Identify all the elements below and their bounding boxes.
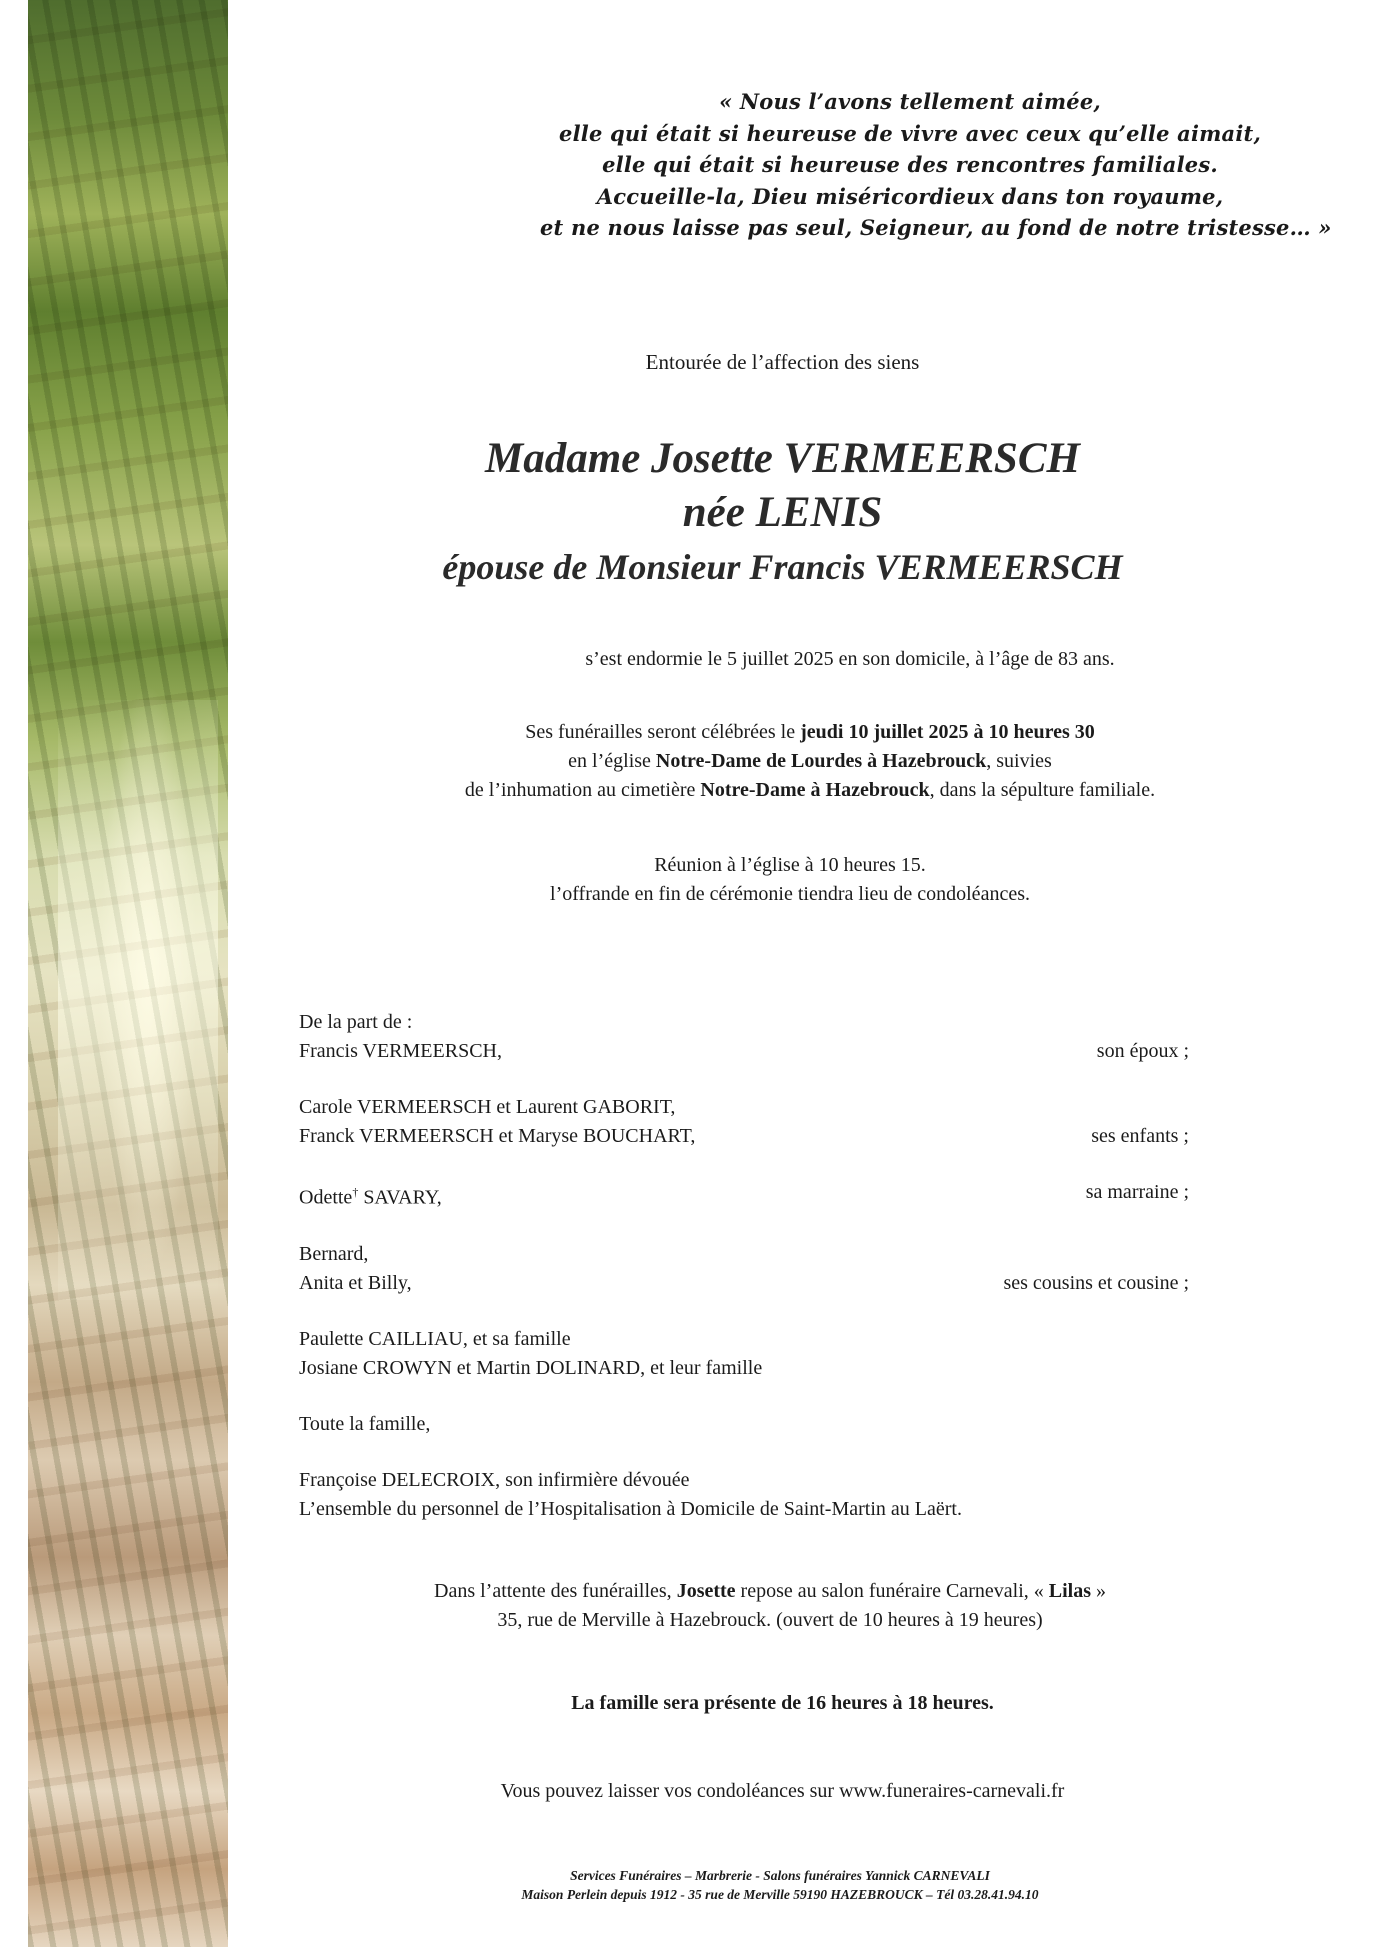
family-member: Bernard, [299, 1242, 369, 1265]
relation-label: son époux ; [1096, 1040, 1189, 1062]
death-notice: s’est endormie le 5 juillet 2025 en son domicile, à l’âge de 83 ans. [585, 648, 1115, 670]
quote-line: Accueille-la, Dieu miséricordieux dans ton royaume, [596, 183, 1224, 209]
family-member: Carole VERMEERSCH et Laurent GABORIT, [299, 1096, 676, 1118]
footer-line-2: Maison Perlein depuis 1912 - 35 rue de Merville 59190 HAZEBROUCK – Tél 03.28.41.94.10 [521, 1887, 1039, 1902]
reunion-line-2: l’offrande en fin de cérémonie tiendra lieu de condoléances. [550, 883, 1030, 905]
reunion-line-1: Réunion à l’église à 10 heures 15. [654, 854, 926, 876]
funeral-home-footer [430, 1866, 1130, 1904]
maiden-name-line: née LENIS [682, 489, 883, 536]
spouse-line: épouse de Monsieur Francis VERMEERSCH [442, 547, 1123, 587]
cross-mark: † [352, 1185, 359, 1199]
quote-line: « Nous l’avons tellement aimée, [719, 89, 1101, 114]
family-member: Paulette CAILLIAU, et sa famille [299, 1327, 571, 1350]
family-row: Franck VERMEERSCH et Maryse BOUCHART, ses enfants ; [299, 1122, 1189, 1151]
viewing-line-1: Dans l’attente des funérailles, Josette repose au salon funéraire Carnevali, « Lilas » [434, 1580, 1106, 1602]
relation-label: ses cousins et cousine ; [1003, 1271, 1189, 1294]
family-list [299, 1008, 1189, 1524]
funeral-details [340, 718, 1280, 805]
footer-line-1: Services Funéraires – Marbrerie - Salons funéraires Yannick CARNEVALI [570, 1868, 990, 1883]
family-header: De la part de : [299, 1011, 413, 1033]
relation-label: sa marraine ; [1085, 1181, 1189, 1203]
funeral-line-1: Ses funérailles seront célébrées le jeudi 10 juillet 2025 à 10 heures 30 [525, 721, 1095, 743]
condolences-website: Vous pouvez laisser vos condoléances sur www.funeraires-carnevali.fr [500, 1780, 1065, 1802]
family-row: Odette† SAVARY, sa marraine ; [299, 1178, 1189, 1213]
opening-quote [540, 86, 1332, 244]
sunlight-rays [58, 700, 218, 1300]
intro-text: Entourée de l’affection des siens [645, 350, 920, 374]
family-member: Françoise DELECROIX, son infirmière dévouée [299, 1468, 690, 1491]
viewing-details [340, 1577, 1200, 1635]
viewing-line-2: 35, rue de Merville à Hazebrouck. (ouvert de 10 heures à 19 heures) [497, 1609, 1043, 1631]
family-row: Francis VERMEERSCH, son époux ; [299, 1037, 1189, 1066]
reunion-details [400, 851, 1180, 909]
funeral-line-2: en l’église Notre-Dame de Lourdes à Hazebrouck, suivies [568, 750, 1052, 772]
quote-line: elle qui était si heureuse de vivre avec ceux qu’elle aimait, [559, 120, 1261, 146]
family-row: Anita et Billy, ses cousins et cousine ; [299, 1269, 1189, 1298]
quote-line: elle qui était si heureuse des rencontres familiales. [602, 152, 1218, 177]
family-member: Josiane CROWYN et Martin DOLINARD, et leur famille [299, 1356, 763, 1379]
forest-photo-strip [28, 0, 228, 1947]
funeral-line-3: de l’inhumation au cimetière Notre-Dame à Hazebrouck, dans la sépulture familiale. [464, 779, 1156, 801]
deceased-name [240, 432, 1325, 540]
relation-label: ses enfants ; [1091, 1125, 1189, 1147]
family-member: L’ensemble du personnel de l’Hospitalisation à Domicile de Saint-Martin au Laërt. [299, 1497, 962, 1520]
name-line: Madame Josette VERMEERSCH [485, 435, 1080, 482]
quote-line: et ne nous laisse pas seul, Seigneur, au fond de notre tristesse… » [540, 215, 1332, 240]
family-presence: La famille sera présente de 16 heures à 18 heures. [571, 1692, 994, 1714]
family-member: Toute la famille, [299, 1412, 431, 1435]
